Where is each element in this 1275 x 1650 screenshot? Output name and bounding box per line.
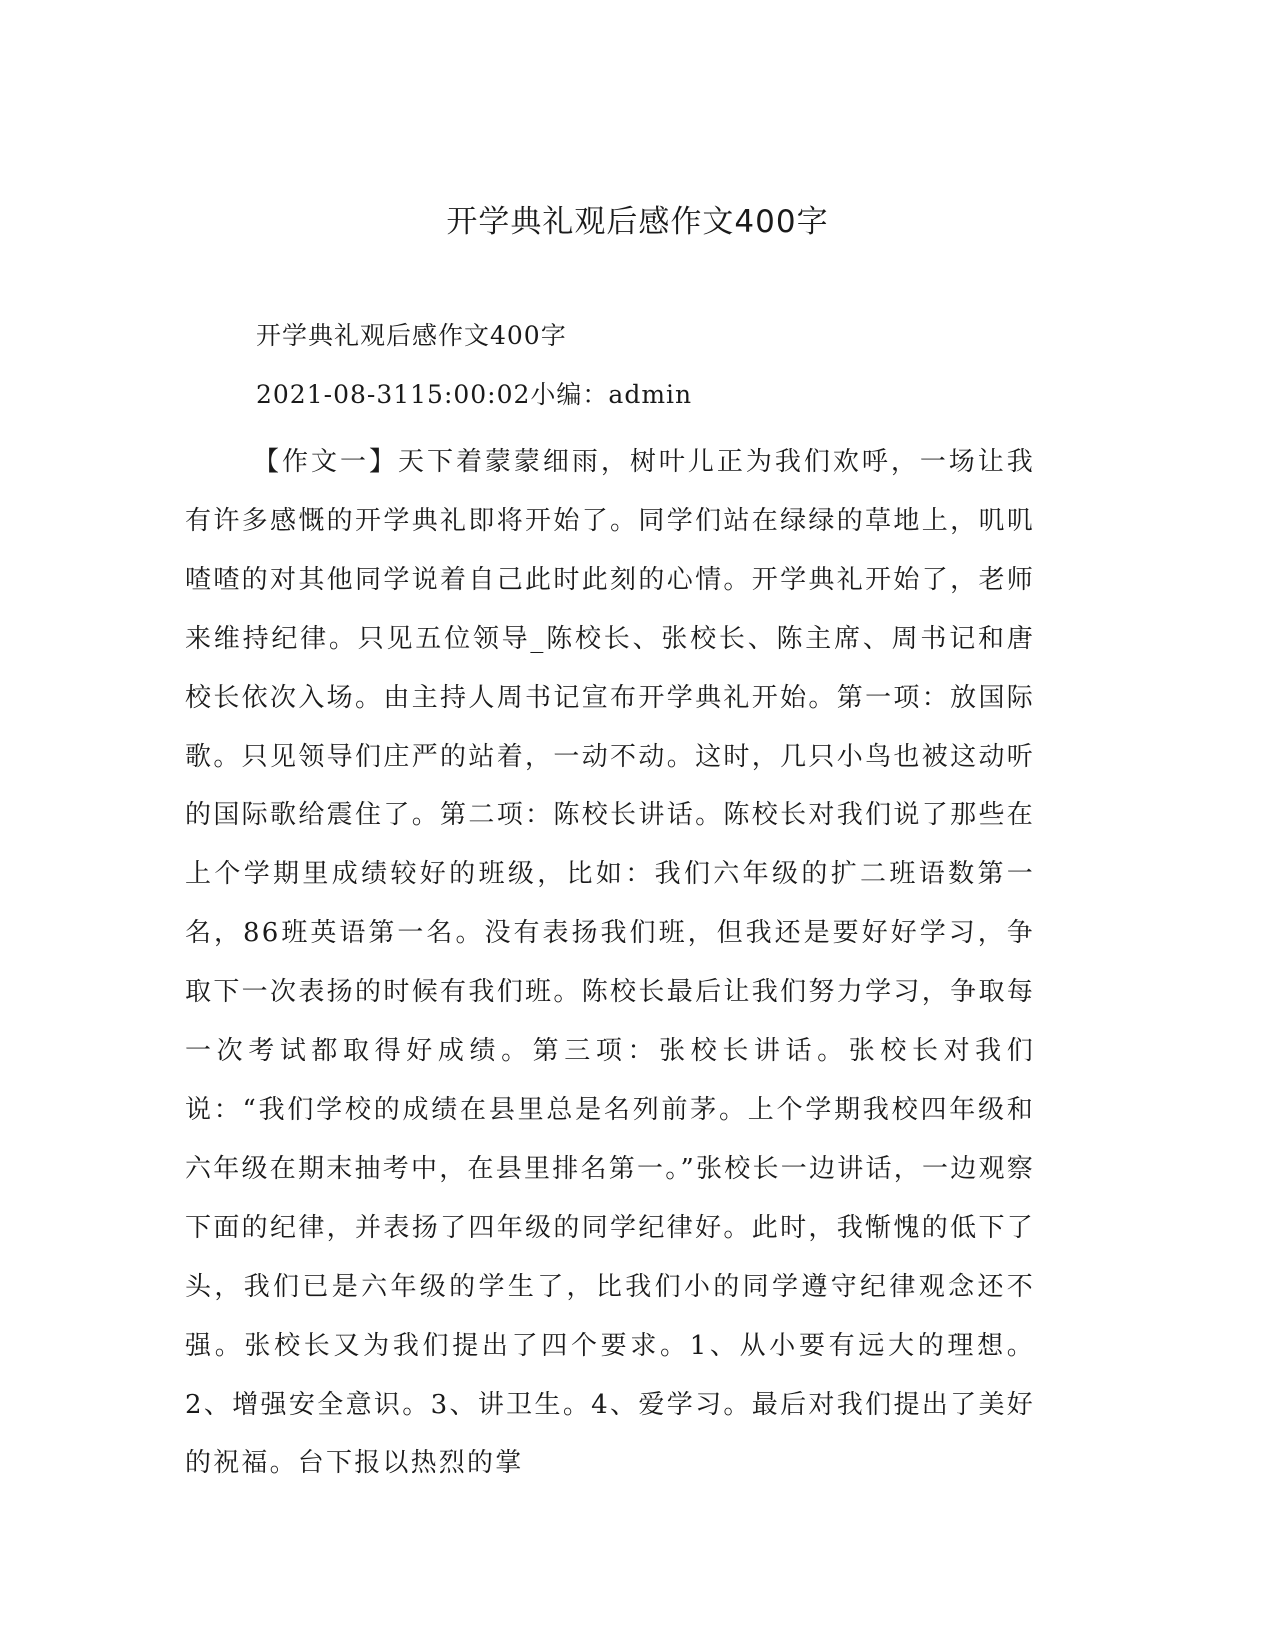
document-subtitle: 开学典礼观后感作文400字 bbox=[256, 321, 567, 350]
document-title: 开学典礼观后感作文400字 bbox=[446, 204, 829, 240]
document-meta: 2021-08-3115:00:02小编：admin bbox=[256, 380, 693, 409]
document-body: 【作文一】天下着蒙蒙细雨，树叶儿正为我们欢呼，一场让我有许多感慨的开学典礼即将开始了。同学们站在绿绿的草地上，叽叽喳喳的对其他同学说着自己此时此刻的心情。开学典礼开始了，老师来维持纪律。只见五位领导_陈校长、张校长、陈主席、周书记和唐校长依次入场。由主持人周书记宣布开学典礼开始。第一项：放国际歌。只见领导们庄严的站着，一动不动。这时，几只小鸟也被这动听的国际歌给震住了。第二项：陈校长讲话。陈校长对我们说了那些在上个学期里成绩较好的班级，比如：我们六年级的扩二班语数第一名，86班英语第一名。没有表扬我们班，但我还是要好好学习，争取下一次表扬的时候有我们班。陈校长最后让我们努力学习，争取每一次考试都取得好成绩。第三项：张校长讲话。张校长对我们说：“我们学校的成绩在县里总是名列前茅。上个学期我校四年级和六年级在期末抽考中，在县里排名第一。”张校长一边讲话，一边观察下面的纪律，并表扬了四年级的同学纪律好。此时，我惭愧的低下了头，我们已是六年级的学生了，比我们小的同学遵守纪律观念还不强。张校长又为我们提出了四个要求。1、从小要有远大的理想。2、增强安全意识。3、讲卫生。4、爱学习。最后对我们提出了美好的祝福。台下报以热烈的掌 bbox=[185, 447, 1035, 1479]
